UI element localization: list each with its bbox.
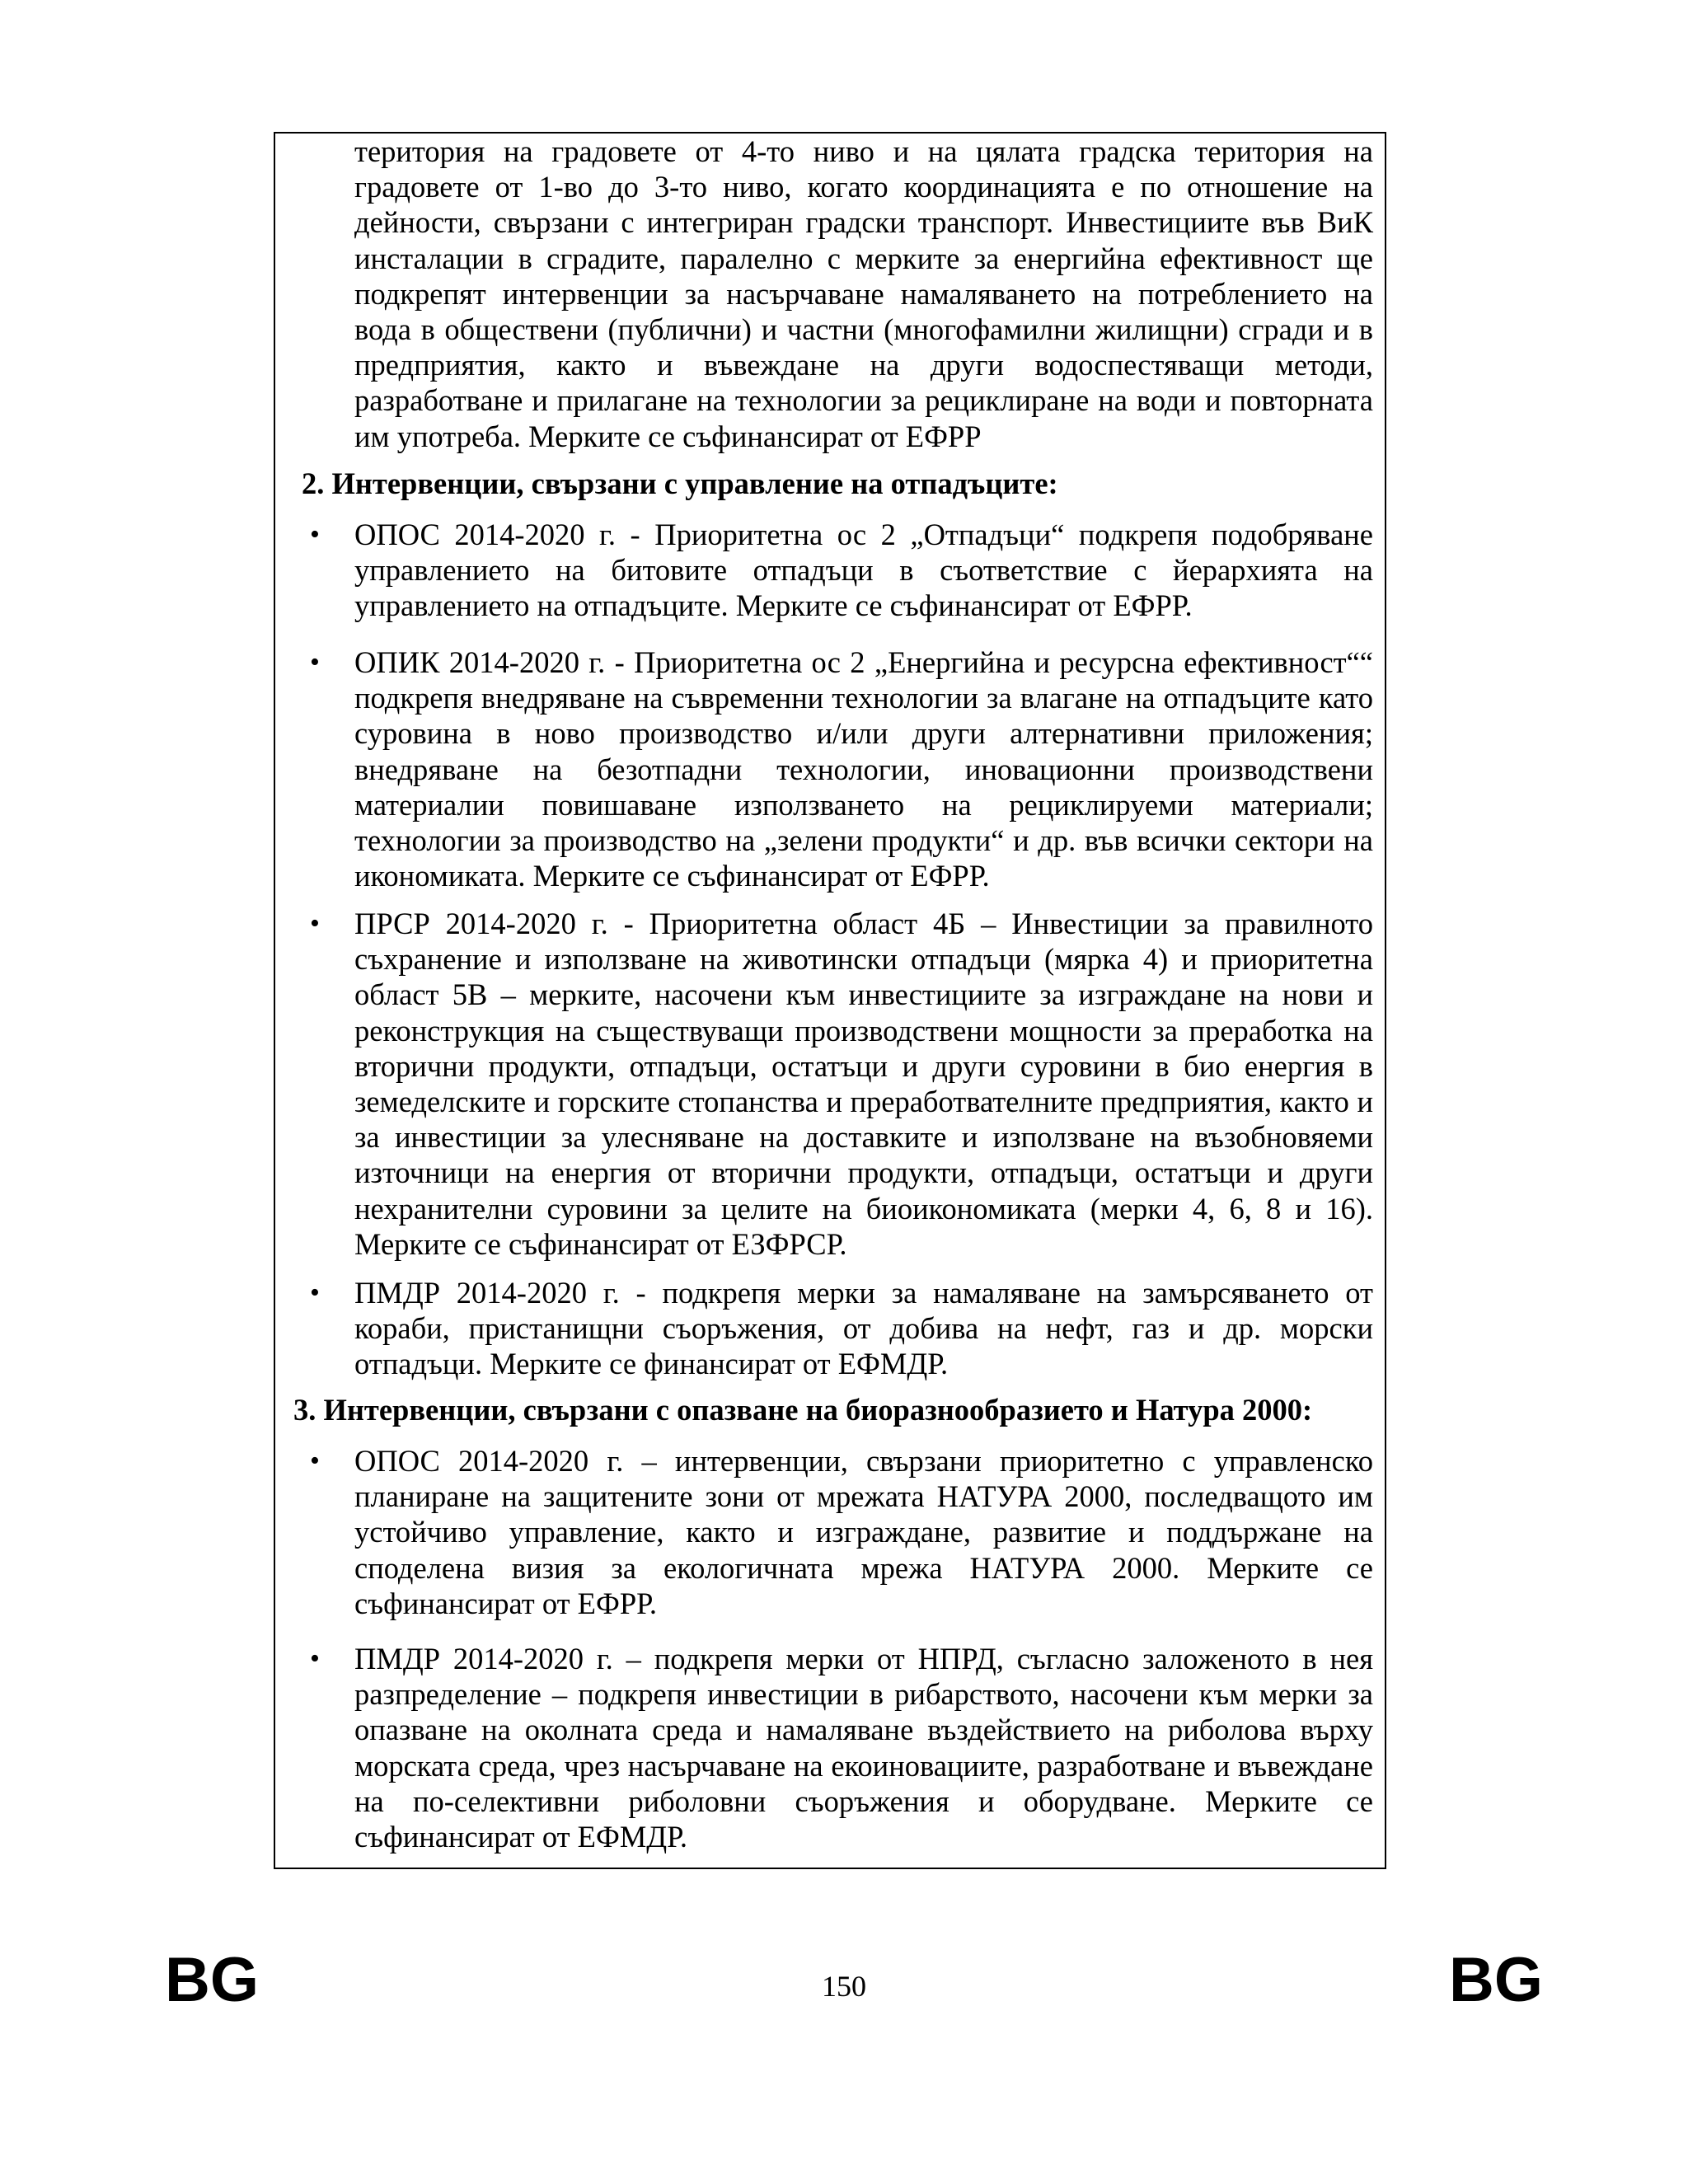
bullet-icon: •: [310, 647, 320, 677]
list-item-text: ОПИК 2014-2020 г. - Приоритетна ос 2 „Енергийна и ресурсна ефективност““ подкрепя внедряване на съвременни технологии за влагане на отпадъците като суровина в ново производство и/или други алтернативни приложения; внедряване на безотпадни технологии, иновационни производствени материалии повишаване използването на рециклируеми материали; технологии за производство на „зелени продукти“ и др. във всички сектори на икономиката. Мерките се съфинансират от ЕФРР.: [354, 645, 1373, 893]
list-item-text: ПМДР 2014-2020 г. - подкрепя мерки за намаляване на замърсяването от кораби, пристанищни съоръжения, от добива на нефт, газ и др. морски отпадъци. Мерките се финансират от ЕФМДР.: [354, 1276, 1373, 1381]
list-item-text: ПМДР 2014-2020 г. – подкрепя мерки от НПРД, съгласно заложеното в нея разпределение – подкрепя инвестиции в рибарството, насочени към мерки за опазване на околната среда и намаляване въздействието на риболова върху морската среда, чрез насърчаване на екоиновациите, разработване и въвеждане на по-селективни риболовни съоръжения и оборудване. Мерките се съфинансират от ЕФМДР.: [354, 1642, 1373, 1854]
bullet-icon: •: [310, 1643, 320, 1674]
bullet-icon: •: [310, 908, 320, 939]
section-3-heading: 3. Интервенции, свързани с опазване на биоразнообразието и Натура 2000:: [293, 1393, 1313, 1427]
bullet-icon: •: [310, 1277, 320, 1308]
page-number: 150: [822, 1970, 866, 2003]
intro-paragraph: територия на градовете от 4-то ниво и на цялата градска територия на градовете от 1-во до 3-то ниво, когато координацията е по отношение на дейности, свързани с интегриран градски транспорт. Инвестициите във ВиК инсталации в сградите, паралелно с мерките за енергийна ефективност ще подкрепят интервенции за насърчаване намаляването на потреблението на вода в обществени (публични) и частни (многофамилни жилищни) сгради и в предприятия, както и въвеждане на други водоспестяващи методи, разработване и прилагане на технологии за рециклиране на води и повторната им употреба. Мерките се съфинансират от ЕФРР: [354, 134, 1373, 453]
footer-language-code-left: BG: [165, 1945, 259, 2015]
content-box: [274, 132, 1386, 1869]
list-item-text: ОПОС 2014-2020 г. – интервенции, свързани приоритетно с управленско планиране на защитените зони от мрежата НАТУРА 2000, последващото им устойчиво управление, както и изграждане, развитие и поддържане на споделена визия за екологичната мрежа НАТУРА 2000. Мерките се съфинансират от ЕФРР.: [354, 1444, 1373, 1620]
footer-language-code-right: BG: [1449, 1945, 1543, 2015]
bullet-icon: •: [310, 519, 320, 550]
section-2-heading: 2. Интервенции, свързани с управление на отпадъците:: [302, 466, 1058, 500]
list-item-text: ОПОС 2014-2020 г. - Приоритетна ос 2 „Отпадъци“ подкрепя подобряване управлението на битовите отпадъци в съответствие с йерархията на управлението на отпадъците. Мерките се съфинансират от ЕФРР.: [354, 518, 1373, 623]
list-item-text: ПРСР 2014-2020 г. - Приоритетна област 4Б – Инвестиции за правилното съхранение и използване на животински отпадъци (мярка 4) и приоритетна област 5В – мерките, насочени към инвестициите за изграждане на нови и реконструкция на съществуващи производствени мощности за преработка на вторични продукти, отпадъци, остатъци и други суровини в био енергия в земеделските и горските стопанства и преработвателните предприятия, както и за инвестиции за улесняване на доставките и използване на възобновяеми източници на енергия от вторични продукти, отпадъци, остатъци и други нехранителни суровини за целите на биоикономиката (мерки 4, 6, 8 и 16). Мерките се съфинансират от ЕЗФРСР.: [354, 907, 1373, 1261]
bullet-icon: •: [310, 1446, 320, 1476]
